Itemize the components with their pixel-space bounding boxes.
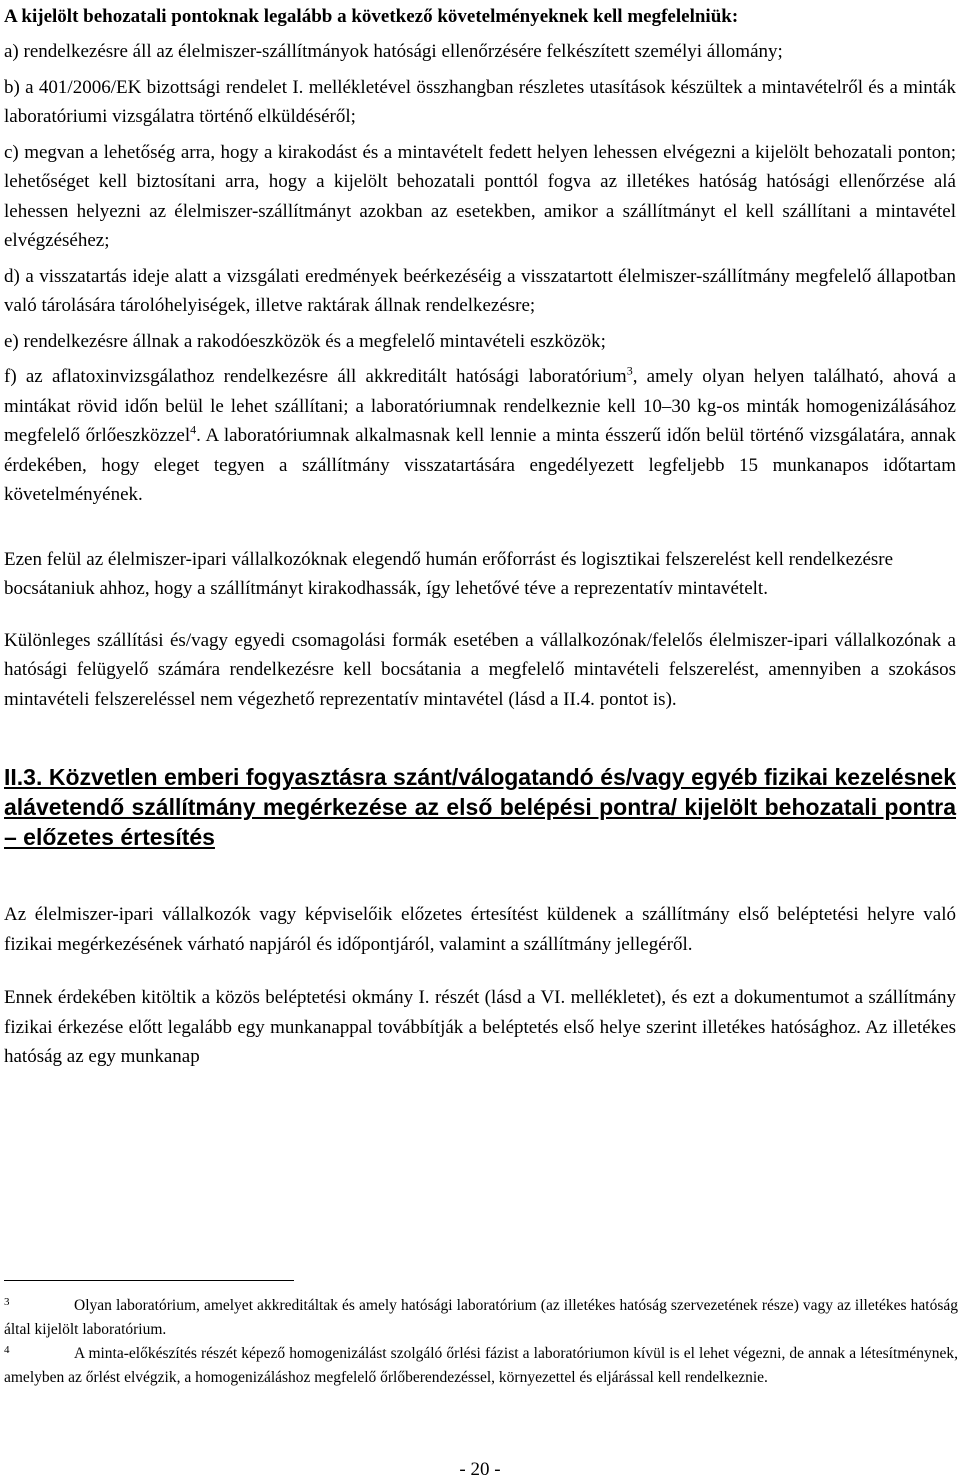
paragraph-resources: Ezen felül az élelmiszer-ipari vállalkozóknak elegendő humán erőforrást és logisztikai felszerelést kell rendelkezésre bocsátaniuk ahhoz, hogy a szállítmányt kirakodhassák, így lehetővé téve a reprezentatív mintavételt. <box>4 548 894 599</box>
paragraph-notice: Az élelmiszer-ipari vállalkozók vagy képviselőik előzetes értesítést küldenek a szállítmány első beléptetési helyre való fizikai megérkezésének várható napjáról és időpontjáról, valamint a szállítmány jellegéről. <box>4 904 956 955</box>
footnote-4-text: A minta-előkészítés részét képező homogenizálást szolgáló őrlési fázist a laboratóriumon kívül is el lehet végezni, de annak a létesítménynek, amelyben az őrlést elvégzik, a homogenizáláshoz megfelelő őrlőberendezéssel, környezettel és eljárással kell rendelkeznie. <box>4 1345 958 1386</box>
paragraph-document: Ennek érdekében kitöltik a közös beléptetési okmány I. részét (lásd a VI. mellékletet), és ezt a dokumentumot a szállítmány fizikai érkezése előtt legalább egy munkanappal továbbítják a beléptetés első helye szerint illetékes hatósághoz. Az illetékes hatóság az egy munkanap <box>4 987 956 1067</box>
requirement-f-text-1: f) az aflatoxinvizsgálathoz rendelkezésre áll akkreditált hatósági laboratórium <box>4 366 627 387</box>
requirement-f-text-2: , amely olyan helyen található, ahová a mintákat rövid időn belül le lehet szállítani; a laboratóriumnak rendelkeznie kell 10–30 kg-os minták homogenizálásához megfelelő őrlőeszközzel <box>4 366 957 446</box>
footnote-ref-3[interactable]: 3 <box>626 363 633 378</box>
document-page <box>4 0 956 1072</box>
footnote-3 <box>4 1294 958 1342</box>
requirement-b: b) a 401/2006/EK bizottsági rendelet I. mellékletével összhangban részletes utasítások készültek a mintavételről és a minták laboratóriumi vizsgálatra történő elküldéséről; <box>4 76 956 127</box>
requirement-e: e) rendelkezésre állnak a rakodóeszközök és a megfelelő mintavételi eszközök; <box>4 330 606 352</box>
footnotes <box>4 1294 958 1390</box>
requirement-f-text-3: . A laboratóriumnak alkalmasnak kell lennie a minta ésszerű időn belül történő vizsgálatára, annak érdekében, hogy eleget tegyen a szállítmány visszatartására engedélyezett legfeljebb 15 munkanapos időtartam követelményének. <box>4 425 956 505</box>
footnote-separator <box>4 1280 294 1281</box>
footnote-4 <box>4 1342 958 1390</box>
requirement-f <box>4 362 956 510</box>
requirements-heading: A kijelölt behozatali pontoknak legalább a következő követelményeknek kell megfelelniük: <box>4 6 739 27</box>
requirement-d: d) a visszatartás ideje alatt a vizsgálati eredmények beérkezéséig a visszatartott élelmiszer-szállítmány megfelelő állapotban való tárolására tárolóhelyiségek, illetve raktárak állnak rendelkezésre; <box>4 265 956 316</box>
section-heading: II.3. Közvetlen emberi fogyasztásra szánt/válogatandó és/vagy egyéb fizikai kezelésnek alávetendő szállítmány megérkezése az első belépési pontra/ kijelölt behozatali pontra – előzetes értesítés <box>4 764 956 850</box>
paragraph-packaging: Különleges szállítási és/vagy egyedi csomagolási formák esetében a vállalkozónak/felelős élelmiszer-ipari vállalkozónak a hatósági felügyelő számára rendelkezésre kell bocsátania a megfelelő mintavételi felszerelést, amennyiben a szokásos mintavételi felszereléssel nem végezhető reprezentatív mintavétel (lásd a II.4. pontot is). <box>4 629 956 710</box>
footnote-4-number: 4 <box>4 1344 10 1356</box>
page-number: - 20 - <box>459 1459 501 1480</box>
footnote-ref-4[interactable]: 4 <box>190 422 197 437</box>
requirement-a: a) rendelkezésre áll az élelmiszer-szállítmányok hatósági ellenőrzésére felkészített személyi állomány; <box>4 41 783 62</box>
footnote-3-text: Olyan laboratórium, amelyet akkreditáltak és amely hatósági laboratórium (az illetékes hatóság szervezetének része) vagy az illetékes hatóság által kijelölt laboratórium. <box>4 1297 958 1338</box>
requirement-c: c) megvan a lehetőség arra, hogy a kirakodást és a mintavételt fedett helyen lehessen elvégezni a kijelölt behozatali ponton; lehetőséget kell biztosítani arra, hogy a kijelölt behozatali ponttól fogva az illetékes hatóság hatósági ellenőrzése alá lehessen helyezni az élelmiszer-szállítmányt azokban az esetekben, amikor a szállítmányt el kell szállítani a mintavétel elvégzéséhez; <box>4 141 956 251</box>
footnote-3-number: 3 <box>4 1296 10 1308</box>
